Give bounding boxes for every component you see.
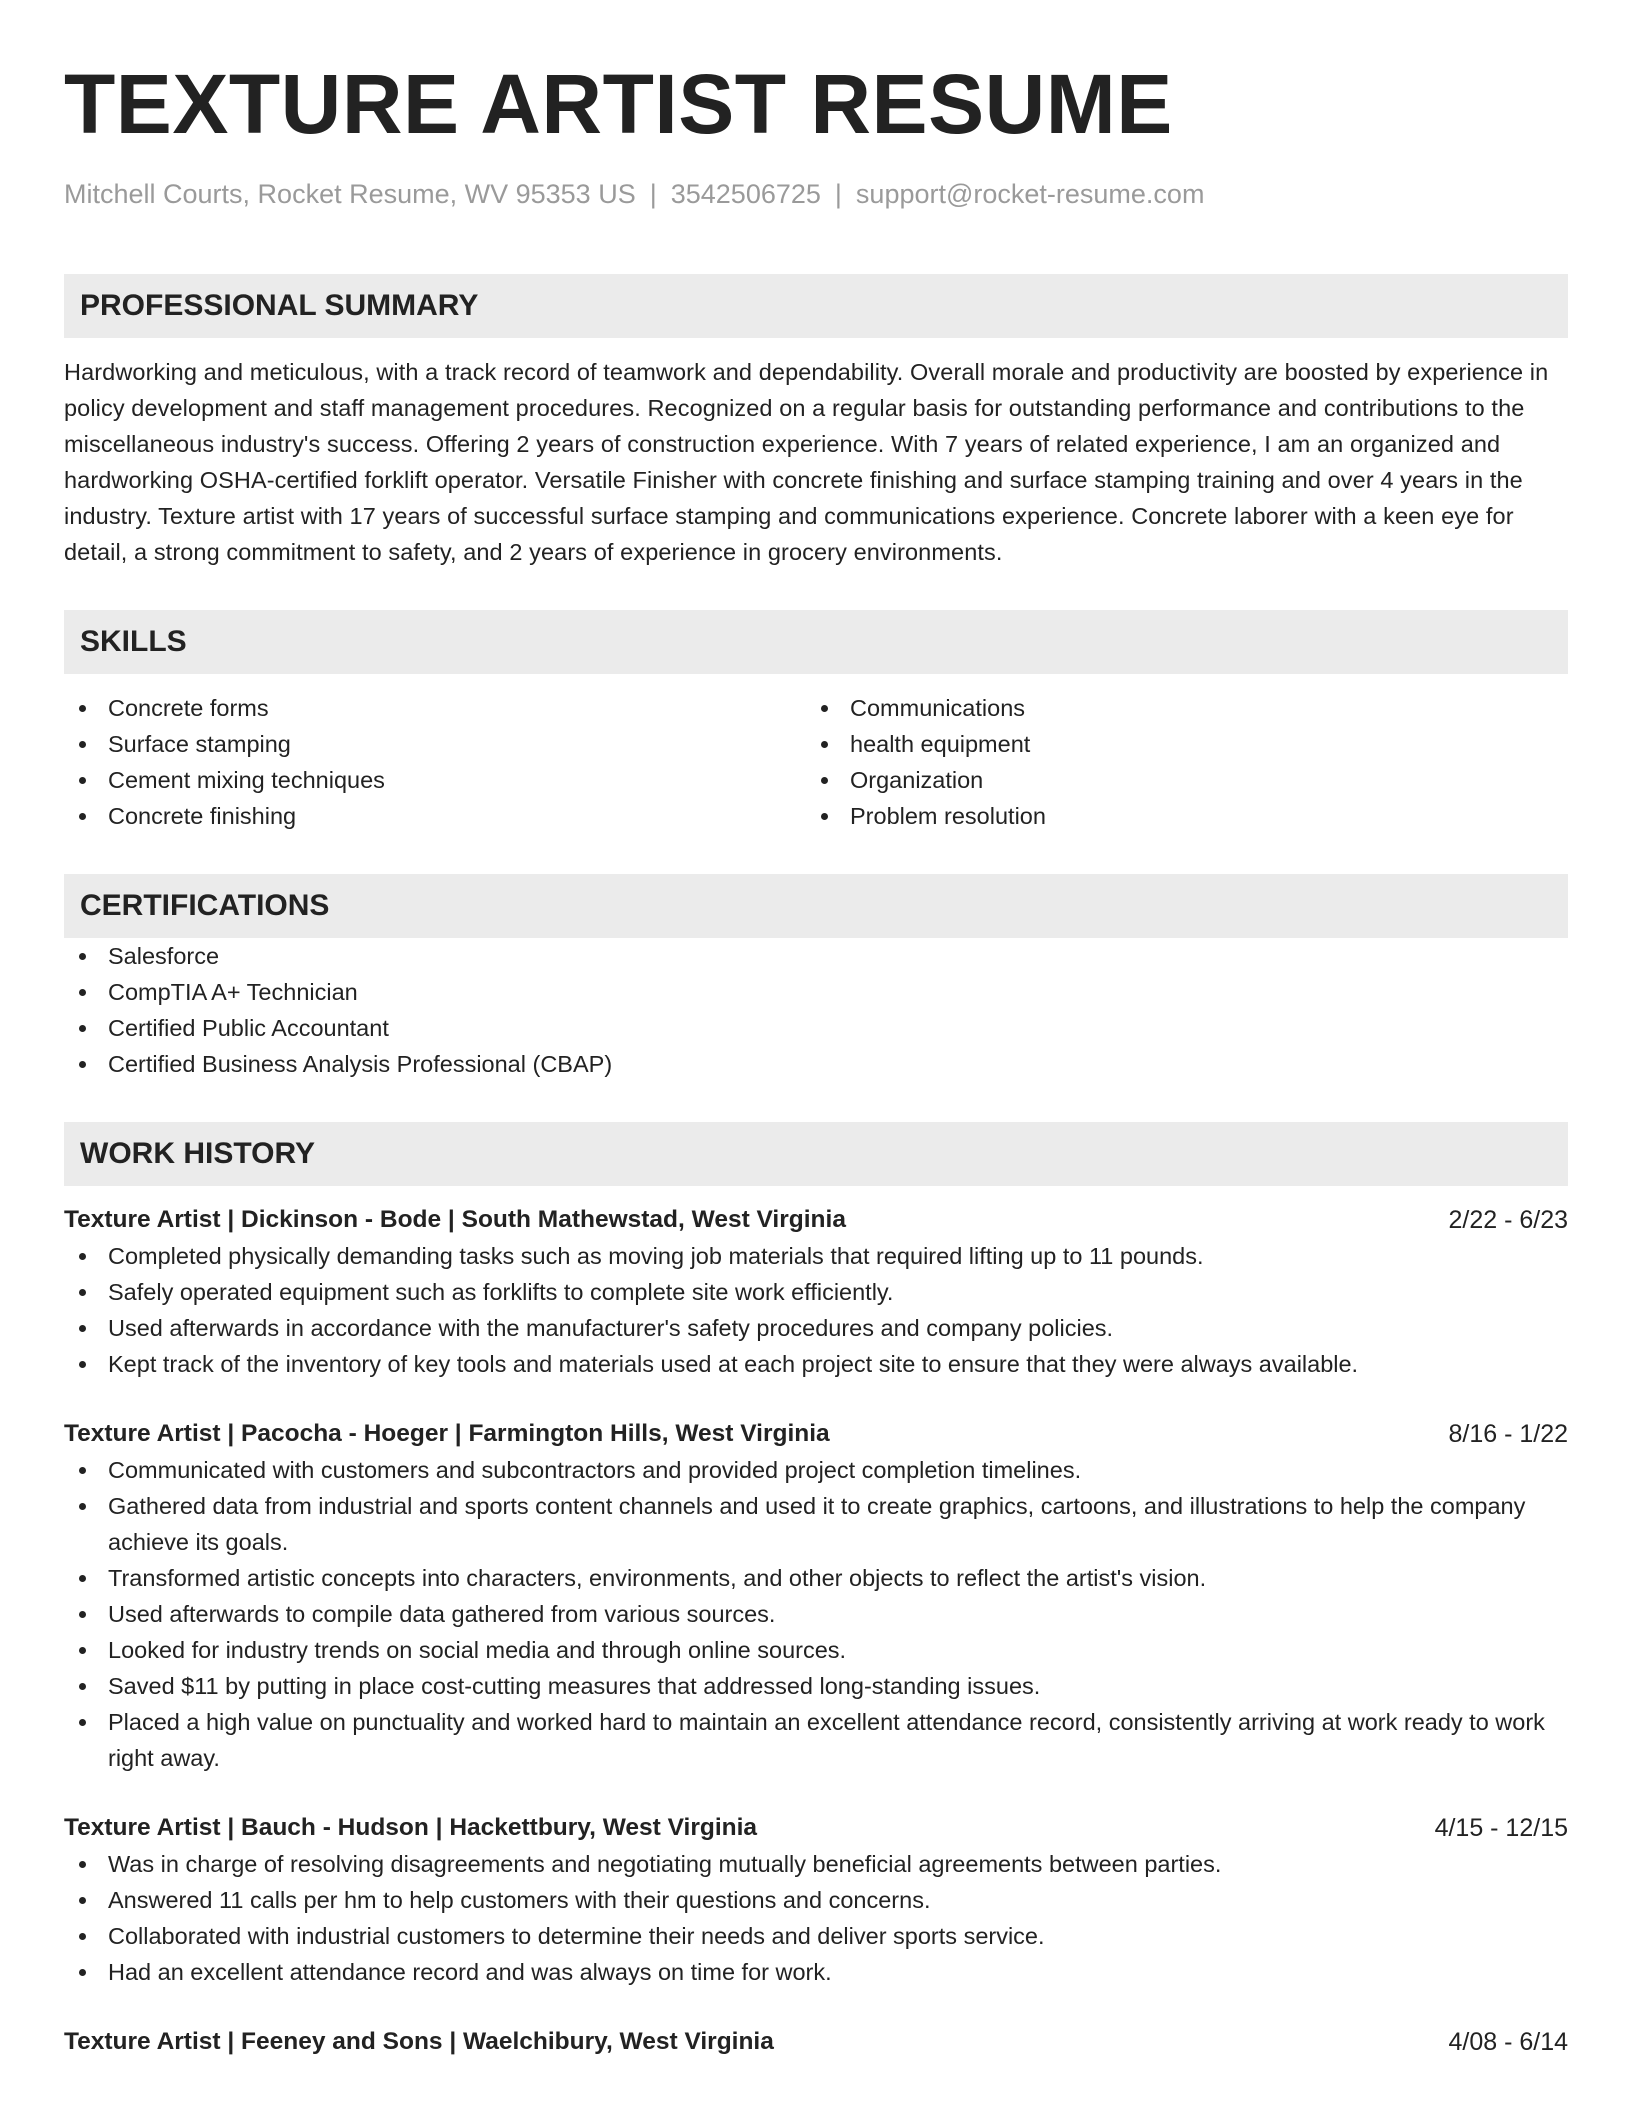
job-bullet: Used afterwards to compile data gathered from various sources. [64, 1596, 1568, 1632]
job-dates: 8/16 - 1/22 [1448, 1420, 1568, 1448]
job-bullet: Was in charge of resolving disagreements and negotiating mutually beneficial agreements between parties. [64, 1846, 1568, 1882]
job-title: Texture Artist | Dickinson - Bode | South Mathewstad, West Virginia [64, 1206, 846, 1233]
certification-item: Certified Business Analysis Professional (CBAP) [64, 1046, 1568, 1082]
skill-item: Organization [806, 762, 1548, 798]
certifications-list [64, 938, 1568, 1082]
skills-list-right [806, 690, 1548, 834]
job-dates: 2/22 - 6/23 [1448, 1206, 1568, 1234]
job-dates: 4/15 - 12/15 [1434, 1814, 1568, 1842]
skill-item: Surface stamping [64, 726, 806, 762]
job-bullet: Transformed artistic concepts into characters, environments, and other objects to reflect the artist's vision. [64, 1560, 1568, 1596]
contact-phone: 3542506725 [670, 179, 821, 209]
job-bullet: Looked for industry trends on social media and through online sources. [64, 1632, 1568, 1668]
contact-address: Mitchell Courts, Rocket Resume, WV 95353 US [64, 179, 636, 209]
contact-email: support@rocket-resume.com [855, 179, 1205, 209]
skill-item: Problem resolution [806, 798, 1548, 834]
job-bullet: Kept track of the inventory of key tools and materials used at each project site to ensure that they were always available. [64, 1346, 1568, 1382]
job-title: Texture Artist | Bauch - Hudson | Hackettbury, West Virginia [64, 1814, 758, 1841]
certification-item: Certified Public Accountant [64, 1010, 1568, 1046]
skill-item: Communications [806, 690, 1548, 726]
section-heading-work-history: WORK HISTORY [64, 1122, 1568, 1186]
job-bullet: Used afterwards in accordance with the manufacturer's safety procedures and company policies. [64, 1310, 1568, 1346]
job-bullets [64, 1846, 1568, 1990]
job-bullet: Completed physically demanding tasks such as moving job materials that required lifting up to 11 pounds. [64, 1238, 1568, 1274]
job-bullet: Safely operated equipment such as forklifts to complete site work efficiently. [64, 1274, 1568, 1310]
job-bullets [64, 1452, 1568, 1776]
certification-item: CompTIA A+ Technician [64, 974, 1568, 1010]
skill-item: Concrete finishing [64, 798, 806, 834]
contact-separator: | [649, 179, 657, 209]
job-header [64, 1202, 1568, 1238]
job-bullets [64, 1238, 1568, 1382]
summary-text: Hardworking and meticulous, with a track record of teamwork and dependability. Overall morale and productivity are boosted by experience in policy development and staff management procedures. Recognized on a regular basis for outstanding performance and contributions to the miscellaneous industry's success. Offering 2 years of construction experience. With 7 years of related experience, I am an organized and hardworking OSHA-certified forklift operator. Versatile Finisher with concrete finishing and surface stamping training and over 4 years in the industry. Texture artist with 17 years of successful surface stamping and communications experience. Concrete laborer with a keen eye for detail, a strong commitment to safety, and 2 years of experience in grocery environments. [64, 359, 1549, 565]
job-header [64, 1416, 1568, 1452]
skill-item: health equipment [806, 726, 1548, 762]
job-dates: 4/08 - 6/14 [1448, 2028, 1568, 2056]
job-bullet: Placed a high value on punctuality and worked hard to maintain an excellent attendance record, consistently arriving at work ready to work right away. [64, 1704, 1568, 1776]
job-title: Texture Artist | Feeney and Sons | Waelchibury, West Virginia [64, 2028, 774, 2055]
job-title: Texture Artist | Pacocha - Hoeger | Farmington Hills, West Virginia [64, 1420, 830, 1447]
job-header [64, 2024, 1568, 2060]
skill-item: Concrete forms [64, 690, 806, 726]
job-bullet: Communicated with customers and subcontractors and provided project completion timelines. [64, 1452, 1568, 1488]
job-bullet: Answered 11 calls per hm to help customers with their questions and concerns. [64, 1882, 1568, 1918]
resume-page [64, 0, 1568, 2060]
skills-list-left [64, 690, 806, 834]
skill-item: Cement mixing techniques [64, 762, 806, 798]
job-bullet: Had an excellent attendance record and was always on time for work. [64, 1954, 1568, 1990]
page-title: TEXTURE ARTIST RESUME [64, 57, 1173, 151]
section-heading-summary: PROFESSIONAL SUMMARY [64, 274, 1568, 338]
job-bullet: Saved $11 by putting in place cost-cutting measures that addressed long-standing issues. [64, 1668, 1568, 1704]
skills-grid [64, 690, 1568, 834]
job-bullet: Gathered data from industrial and sports content channels and used it to create graphics, cartoons, and illustrations to help the company achieve its goals. [64, 1488, 1568, 1560]
contact-line [64, 176, 1568, 212]
job-header [64, 1810, 1568, 1846]
certification-item: Salesforce [64, 938, 1568, 974]
section-heading-skills: SKILLS [64, 610, 1568, 674]
contact-separator: | [834, 179, 842, 209]
job-bullet: Collaborated with industrial customers to determine their needs and deliver sports service. [64, 1918, 1568, 1954]
section-heading-certifications: CERTIFICATIONS [64, 874, 1568, 938]
